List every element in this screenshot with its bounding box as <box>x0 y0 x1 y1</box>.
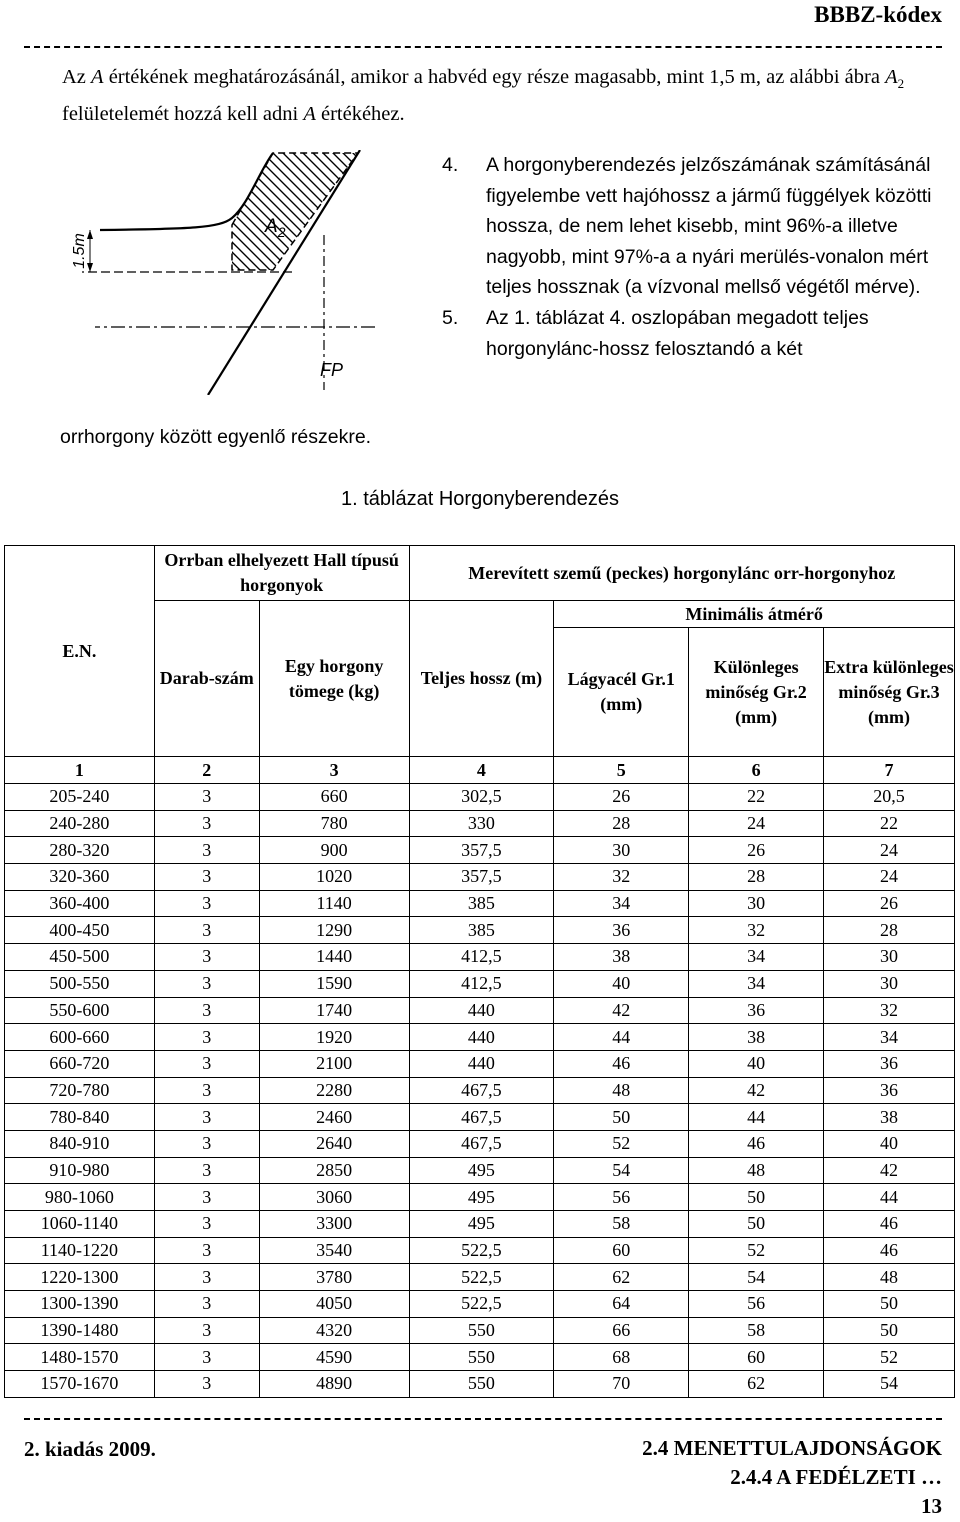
table-cell: 980-1060 <box>5 1184 155 1211</box>
table-cell: 4320 <box>259 1317 409 1344</box>
table-cell: 330 <box>409 810 554 837</box>
anchor-equipment-table <box>4 545 955 1398</box>
step-item: 5. Az 1. táblázat 4. oszlopában megadott teljes horgonylánc-hossz felosztandó a két <box>442 306 869 360</box>
table-cell: 522,5 <box>409 1291 554 1318</box>
table-cell: 1300-1390 <box>5 1291 155 1318</box>
table-row <box>5 1050 955 1077</box>
table-row <box>5 1024 955 1051</box>
table-cell: 3 <box>154 810 259 837</box>
table-cell: 550 <box>409 1371 554 1398</box>
table-cell: 3 <box>154 1077 259 1104</box>
table-cell: 62 <box>554 1264 689 1291</box>
header-gr2: Különleges minőség Gr.2 (mm) <box>689 628 824 757</box>
header-gr1: Lágyacél Gr.1 (mm) <box>554 628 689 757</box>
table-cell: 240-280 <box>5 810 155 837</box>
table-cell: 2640 <box>259 1130 409 1157</box>
table-cell: 3 <box>154 1024 259 1051</box>
table-cell: 440 <box>409 1024 554 1051</box>
table-caption: 1. táblázat Horgonyberendezés <box>341 488 619 510</box>
table-row <box>5 810 955 837</box>
table-cell: 36 <box>689 997 824 1024</box>
footer-edition: 2. kiadás 2009. <box>24 1437 156 1461</box>
table-row <box>5 864 955 891</box>
column-number: 2 <box>154 757 259 784</box>
table-cell: 56 <box>554 1184 689 1211</box>
table-cell: 412,5 <box>409 970 554 997</box>
table-cell: 40 <box>824 1130 955 1157</box>
table-cell: 30 <box>824 944 955 971</box>
table-cell: 46 <box>824 1211 955 1238</box>
table-cell: 440 <box>409 1050 554 1077</box>
table-cell: 40 <box>554 970 689 997</box>
table-row <box>5 890 955 917</box>
table-cell: 3780 <box>259 1264 409 1291</box>
table-cell: 660-720 <box>5 1050 155 1077</box>
column-number-row <box>5 757 955 784</box>
table-cell: 42 <box>824 1157 955 1184</box>
table-cell: 60 <box>554 1237 689 1264</box>
table-cell: 36 <box>824 1050 955 1077</box>
table-row <box>5 1077 955 1104</box>
table-cell: 3540 <box>259 1237 409 1264</box>
table-row <box>5 1157 955 1184</box>
footer-section: 2.4 MENETTULAJDONSÁGOK <box>642 1436 942 1460</box>
table-cell: 3 <box>154 784 259 811</box>
table-cell: 4890 <box>259 1371 409 1398</box>
table-cell: 22 <box>824 810 955 837</box>
table-cell: 3300 <box>259 1211 409 1238</box>
table-cell: 1060-1140 <box>5 1211 155 1238</box>
table-cell: 1480-1570 <box>5 1344 155 1371</box>
table-cell: 660 <box>259 784 409 811</box>
table-cell: 500-550 <box>5 970 155 997</box>
table-cell: 357,5 <box>409 837 554 864</box>
table-cell: 24 <box>824 864 955 891</box>
header-total-length: Teljes hossz (m) <box>409 601 554 757</box>
table-cell: 40 <box>689 1050 824 1077</box>
table-cell: 38 <box>824 1104 955 1131</box>
table-cell: 50 <box>689 1184 824 1211</box>
table-cell: 3 <box>154 1344 259 1371</box>
table-cell: 38 <box>554 944 689 971</box>
table-cell: 48 <box>689 1157 824 1184</box>
table-cell: 467,5 <box>409 1104 554 1131</box>
table-cell: 840-910 <box>5 1130 155 1157</box>
header-divider <box>24 46 942 48</box>
header-anchor-weight: Egy horgony tömege (kg) <box>259 601 409 757</box>
height-label: 1.5m <box>71 233 88 269</box>
table-cell: 34 <box>824 1024 955 1051</box>
table-cell: 46 <box>689 1130 824 1157</box>
table-cell: 495 <box>409 1157 554 1184</box>
footer-page-number: 13 <box>921 1494 942 1518</box>
step-item: 4. A horgonyberendezés jelzőszámának számításánál figyelembe vett hajóhossz a jármű függélyek közötti hossza, de nem lehet kisebb, mint 96%-a illetve nagyobb, mint 97%-a a nyári merülés-vonalon mért teljes hossznak (a vízvonal mellső végétől mérve). <box>442 154 932 299</box>
footer-section-block <box>642 1434 942 1521</box>
table-cell: 3 <box>154 1184 259 1211</box>
table-cell: 30 <box>554 837 689 864</box>
table-cell: 385 <box>409 917 554 944</box>
table-row <box>5 1130 955 1157</box>
table-cell: 36 <box>554 917 689 944</box>
area-label: $A_2$ <box>265 216 286 240</box>
table-cell: 3 <box>154 997 259 1024</box>
table-row <box>5 1371 955 1398</box>
table-cell: 3 <box>154 1157 259 1184</box>
table-cell: 412,5 <box>409 944 554 971</box>
table-cell: 48 <box>554 1077 689 1104</box>
table-cell: 3 <box>154 1237 259 1264</box>
table-cell: 1920 <box>259 1024 409 1051</box>
table-cell: 32 <box>824 997 955 1024</box>
table-cell: 38 <box>689 1024 824 1051</box>
table-cell: 24 <box>689 810 824 837</box>
table-row <box>5 1317 955 1344</box>
table-cell: 64 <box>554 1291 689 1318</box>
table-cell: 3 <box>154 1291 259 1318</box>
table-cell: 3 <box>154 1050 259 1077</box>
table-cell: 44 <box>689 1104 824 1131</box>
table-cell: 52 <box>824 1344 955 1371</box>
table-cell: 4590 <box>259 1344 409 1371</box>
table-cell: 68 <box>554 1344 689 1371</box>
table-cell: 3 <box>154 1317 259 1344</box>
table-cell: 3 <box>154 837 259 864</box>
table-cell: 20,5 <box>824 784 955 811</box>
table-cell: 550-600 <box>5 997 155 1024</box>
table-cell: 2280 <box>259 1077 409 1104</box>
table-row <box>5 784 955 811</box>
table-cell: 32 <box>554 864 689 891</box>
table-row <box>5 1104 955 1131</box>
column-number: 5 <box>554 757 689 784</box>
table-cell: 1390-1480 <box>5 1317 155 1344</box>
step-continuation: orrhorgony között egyenlő részekre. <box>60 426 372 448</box>
document-header-title: BBBZ-kódex <box>814 2 942 27</box>
table-cell: 205-240 <box>5 784 155 811</box>
table-cell: 360-400 <box>5 890 155 917</box>
table-cell: 36 <box>824 1077 955 1104</box>
header-chain: Merevített szemű (peckes) horgonylánc orr-horgonyhoz <box>409 546 955 601</box>
table-cell: 22 <box>689 784 824 811</box>
header-hall-anchors: Orrban elhelyezett Hall típusú horgonyok <box>154 546 409 601</box>
table-cell: 28 <box>689 864 824 891</box>
table-cell: 32 <box>689 917 824 944</box>
table-row <box>5 917 955 944</box>
table-cell: 2100 <box>259 1050 409 1077</box>
column-number: 6 <box>689 757 824 784</box>
table-cell: 550 <box>409 1317 554 1344</box>
table-cell: 1290 <box>259 917 409 944</box>
intro-paragraph: Az A értékének meghatározásánál, amikor a habvéd egy része magasabb, mint 1,5 m, az alábbi ábra $A_2$ felületelemét hozzá kell adni A értékéhez. <box>62 66 905 126</box>
table-cell: 28 <box>824 917 955 944</box>
table-cell: 52 <box>554 1130 689 1157</box>
table-cell: 56 <box>689 1291 824 1318</box>
table-cell: 1590 <box>259 970 409 997</box>
column-number: 4 <box>409 757 554 784</box>
table-cell: 3 <box>154 864 259 891</box>
table-cell: 46 <box>824 1237 955 1264</box>
table-cell: 62 <box>689 1371 824 1398</box>
table-cell: 910-980 <box>5 1157 155 1184</box>
footer-subsection: 2.4.4 A FEDÉLZETI … <box>730 1465 942 1489</box>
table-cell: 2850 <box>259 1157 409 1184</box>
table-cell: 54 <box>689 1264 824 1291</box>
table-cell: 46 <box>554 1050 689 1077</box>
table-row <box>5 1291 955 1318</box>
table-cell: 720-780 <box>5 1077 155 1104</box>
table-cell: 50 <box>554 1104 689 1131</box>
table-cell: 34 <box>554 890 689 917</box>
numbered-steps <box>442 150 942 364</box>
table-cell: 44 <box>554 1024 689 1051</box>
table-cell: 26 <box>689 837 824 864</box>
table-cell: 1140-1220 <box>5 1237 155 1264</box>
table-cell: 3 <box>154 917 259 944</box>
table-cell: 302,5 <box>409 784 554 811</box>
table-cell: 66 <box>554 1317 689 1344</box>
table-cell: 3 <box>154 1264 259 1291</box>
table-cell: 44 <box>824 1184 955 1211</box>
table-cell: 42 <box>689 1077 824 1104</box>
table-cell: 400-450 <box>5 917 155 944</box>
table-cell: 42 <box>554 997 689 1024</box>
table-cell: 58 <box>554 1211 689 1238</box>
table-cell: 50 <box>824 1317 955 1344</box>
table-cell: 4050 <box>259 1291 409 1318</box>
table-cell: 3 <box>154 1371 259 1398</box>
table-cell: 780 <box>259 810 409 837</box>
table-cell: 550 <box>409 1344 554 1371</box>
table-row <box>5 1344 955 1371</box>
table-cell: 26 <box>824 890 955 917</box>
footer-divider <box>24 1418 942 1420</box>
bulwark-area-diagram <box>60 150 405 395</box>
table-cell: 28 <box>554 810 689 837</box>
table-cell: 320-360 <box>5 864 155 891</box>
table-cell: 60 <box>689 1344 824 1371</box>
header-count: Darab-szám <box>154 601 259 757</box>
table-cell: 1570-1670 <box>5 1371 155 1398</box>
table-cell: 3 <box>154 970 259 997</box>
table-row <box>5 997 955 1024</box>
header-min-diameter: Minimális átmérő <box>554 601 955 628</box>
table-row <box>5 970 955 997</box>
table-cell: 495 <box>409 1184 554 1211</box>
column-number: 7 <box>824 757 955 784</box>
table-cell: 34 <box>689 970 824 997</box>
column-number: 1 <box>5 757 155 784</box>
table-cell: 3 <box>154 1130 259 1157</box>
table-cell: 26 <box>554 784 689 811</box>
table-cell: 70 <box>554 1371 689 1398</box>
table-cell: 54 <box>824 1371 955 1398</box>
table-cell: 34 <box>689 944 824 971</box>
table-cell: 24 <box>824 837 955 864</box>
table-cell: 522,5 <box>409 1237 554 1264</box>
table-cell: 3 <box>154 890 259 917</box>
table-cell: 30 <box>824 970 955 997</box>
table-cell: 1220-1300 <box>5 1264 155 1291</box>
table-cell: 3 <box>154 944 259 971</box>
table-cell: 522,5 <box>409 1264 554 1291</box>
table-cell: 58 <box>689 1317 824 1344</box>
table-cell: 467,5 <box>409 1130 554 1157</box>
table-cell: 385 <box>409 890 554 917</box>
table-cell: 900 <box>259 837 409 864</box>
table-cell: 54 <box>554 1157 689 1184</box>
table-cell: 450-500 <box>5 944 155 971</box>
table-cell: 3 <box>154 1211 259 1238</box>
table-cell: 1440 <box>259 944 409 971</box>
table-row <box>5 1264 955 1291</box>
table-cell: 1740 <box>259 997 409 1024</box>
table-cell: 2460 <box>259 1104 409 1131</box>
table-cell: 357,5 <box>409 864 554 891</box>
table-cell: 600-660 <box>5 1024 155 1051</box>
header-en: E.N. <box>5 546 155 757</box>
table-cell: 52 <box>689 1237 824 1264</box>
header-gr3: Extra különleges minőség Gr.3 (mm) <box>824 628 955 757</box>
fp-label: FP <box>320 360 344 380</box>
table-cell: 50 <box>824 1291 955 1318</box>
table-cell: 780-840 <box>5 1104 155 1131</box>
table-cell: 440 <box>409 997 554 1024</box>
table-cell: 50 <box>689 1211 824 1238</box>
table-cell: 495 <box>409 1211 554 1238</box>
table-row <box>5 1211 955 1238</box>
table-row <box>5 1237 955 1264</box>
table-cell: 1140 <box>259 890 409 917</box>
table-row <box>5 944 955 971</box>
table-cell: 3060 <box>259 1184 409 1211</box>
table-row <box>5 1184 955 1211</box>
table-cell: 30 <box>689 890 824 917</box>
table-cell: 3 <box>154 1104 259 1131</box>
column-number: 3 <box>259 757 409 784</box>
table-cell: 1020 <box>259 864 409 891</box>
table-cell: 48 <box>824 1264 955 1291</box>
table-cell: 467,5 <box>409 1077 554 1104</box>
table-row <box>5 837 955 864</box>
table-cell: 280-320 <box>5 837 155 864</box>
